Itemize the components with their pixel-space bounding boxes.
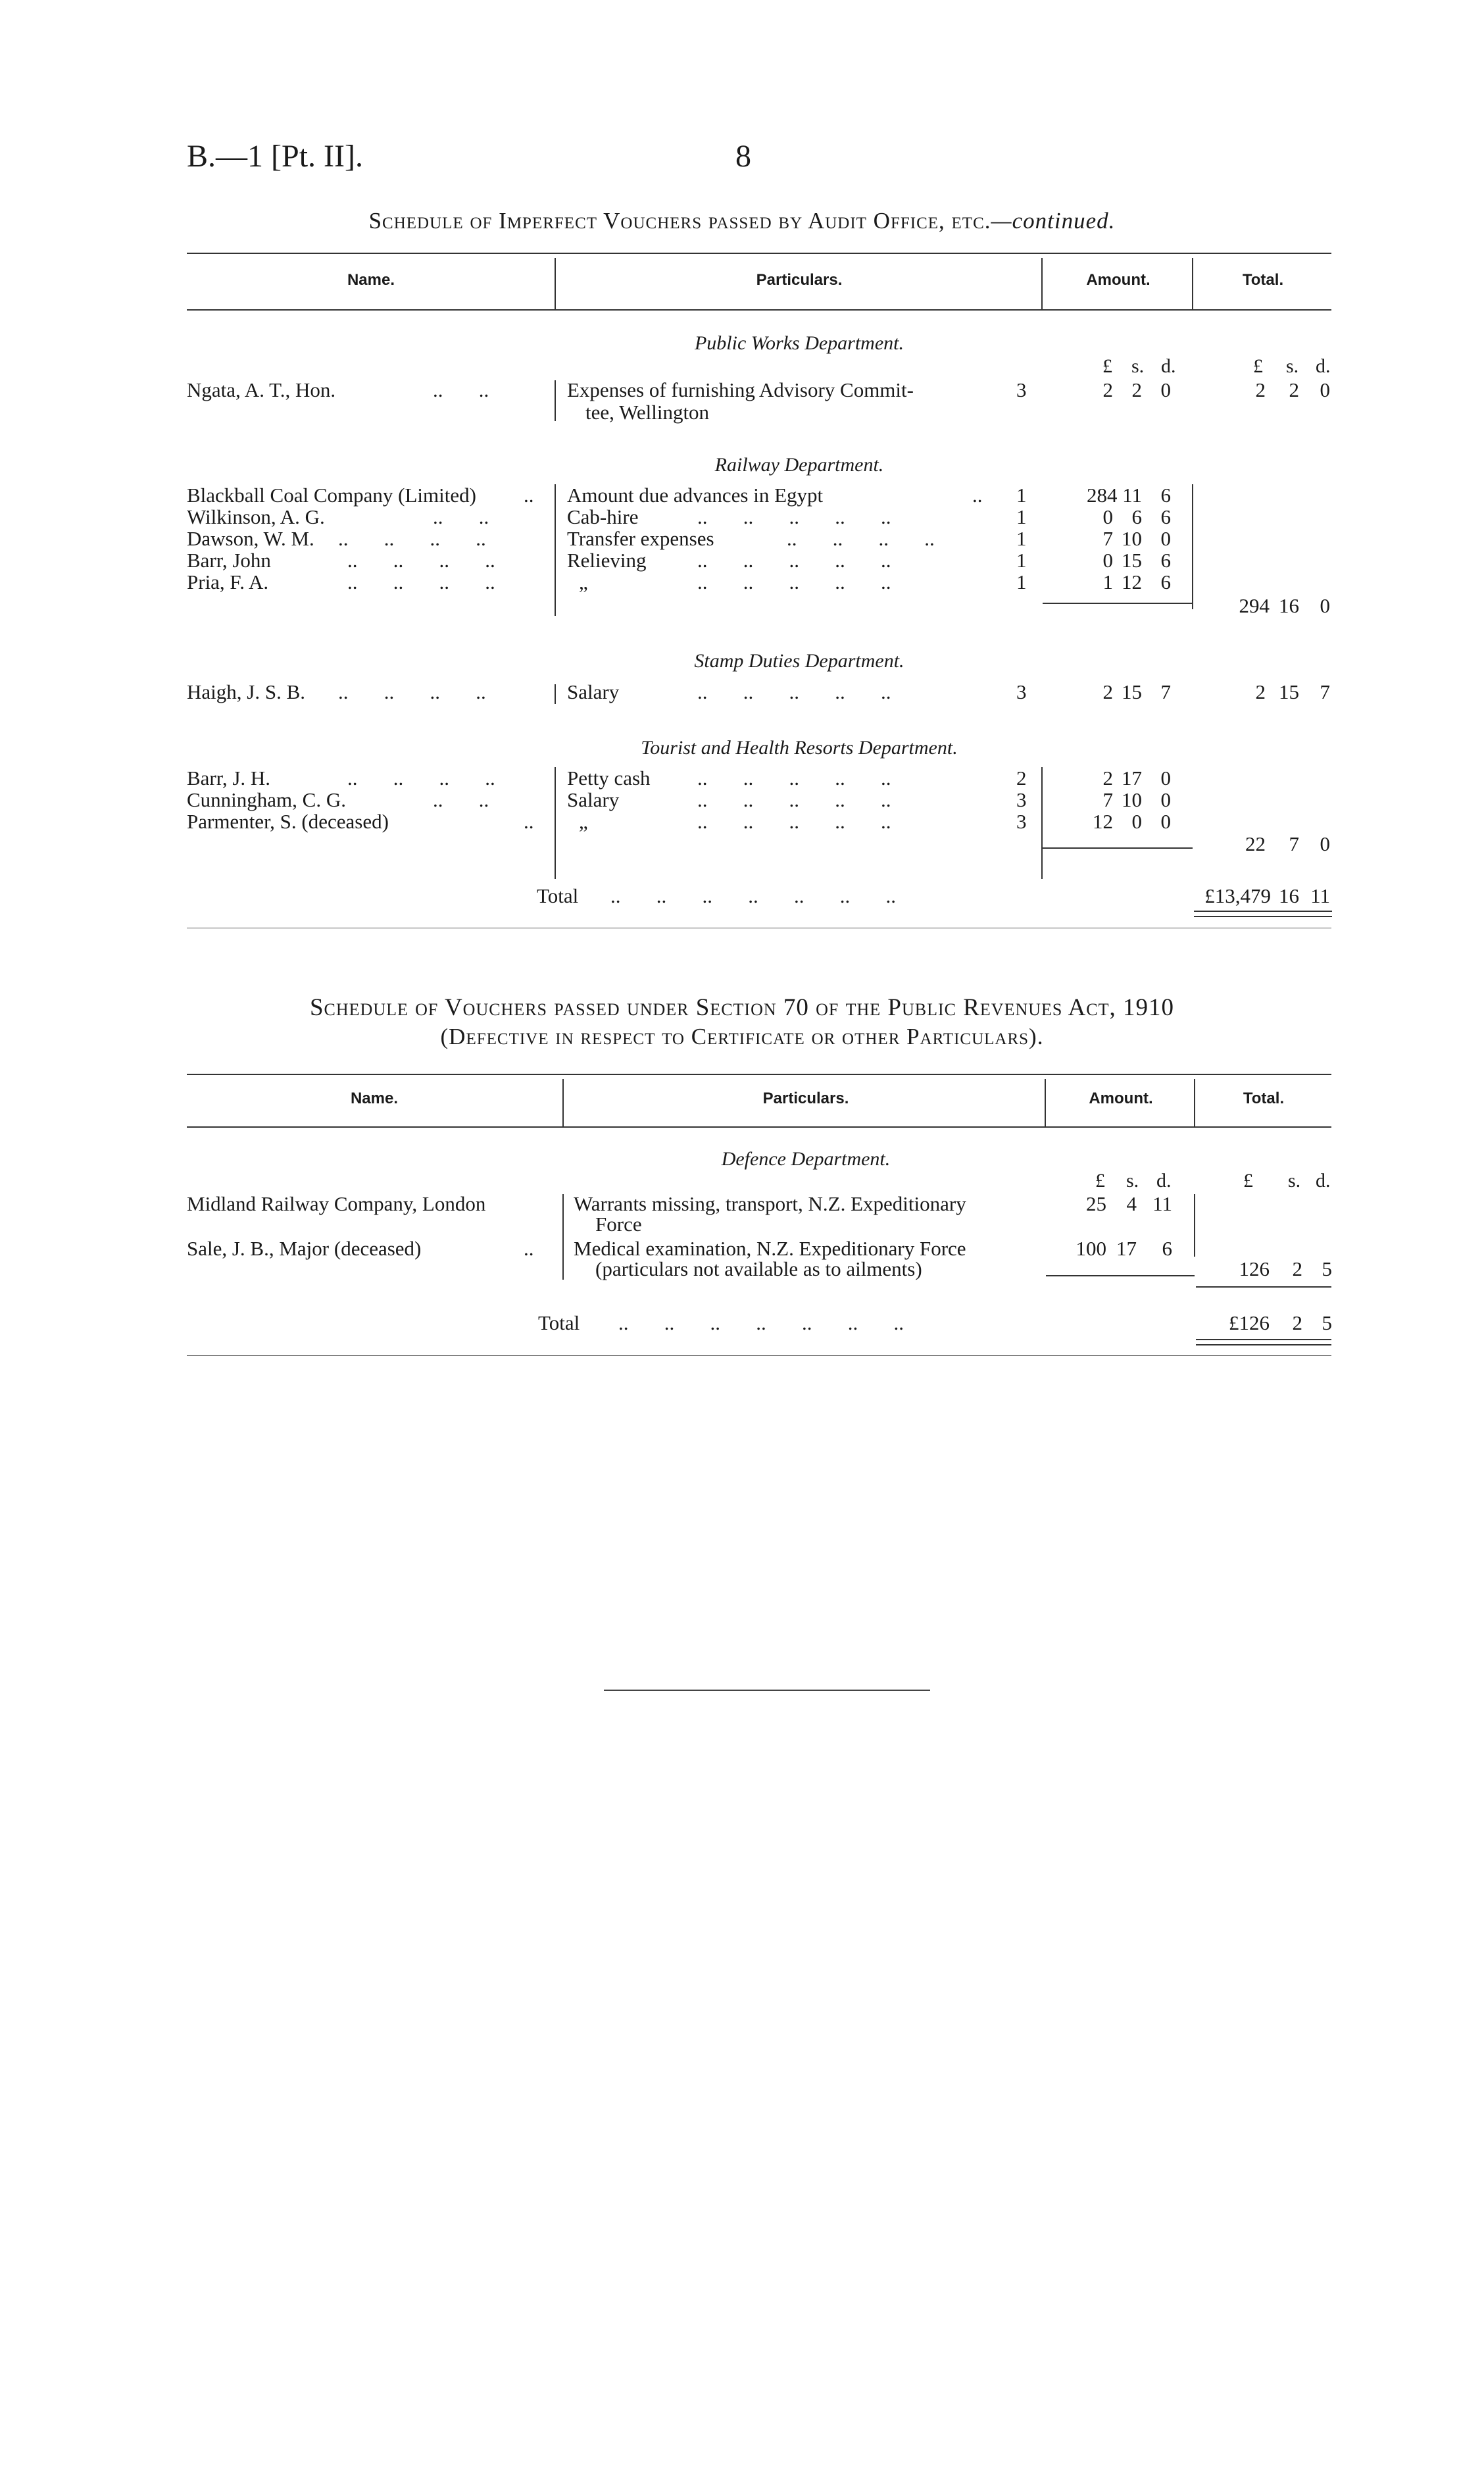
row-vouchers: 3 — [1016, 378, 1027, 401]
row-name: Cunningham, C. G. — [187, 788, 346, 811]
total-currency-l: £ — [1253, 355, 1263, 377]
total-l: 294 — [1239, 594, 1270, 617]
row-name: Dawson, W. M. — [187, 527, 314, 550]
total-d: 7 — [1320, 680, 1330, 703]
schedule1-title: Schedule of Imperfect Vouchers passed by Audit Office, etc.—continued. — [368, 208, 1116, 234]
grand-total-l: £13,479 — [1204, 884, 1271, 907]
row-particulars: „ — [579, 810, 588, 833]
railway-subtotal-rule — [1043, 603, 1193, 604]
grand-total-s: 2 — [1292, 1311, 1302, 1334]
row-particulars: Cab-hire — [567, 505, 639, 528]
amt-s: 2 — [1131, 378, 1142, 401]
total-s: 2 — [1292, 1257, 1302, 1280]
row-name: Pria, F. A. — [187, 570, 269, 593]
total-d: 5 — [1322, 1257, 1332, 1280]
schedule2-subtitle: (Defective in respect to Certificate or other Particulars). — [440, 1024, 1044, 1049]
row-particulars: Amount due advances in Egypt — [567, 484, 824, 507]
total-currency-l: £ — [1243, 1170, 1253, 1192]
closing-rule — [604, 1690, 930, 1691]
page-number: 8 — [735, 139, 751, 174]
dept-tourist: Tourist and Health Resorts Department. — [641, 737, 958, 759]
row-name: Midland Railway Company, London — [187, 1192, 486, 1215]
row-particulars: Expenses of furnishing Advisory Commit- — [567, 378, 914, 401]
row-particulars: Salary — [567, 680, 620, 703]
dept-stamp-duties: Stamp Duties Department. — [694, 650, 904, 672]
total-s: 7 — [1289, 832, 1299, 855]
dept-defence: Defence Department. — [721, 1148, 891, 1170]
row-name: Parmenter, S. (deceased) — [187, 810, 389, 833]
row-name: Ngata, A. T., Hon. — [187, 378, 336, 401]
row-particulars: Relieving — [567, 549, 647, 572]
grand-total-label: Total — [538, 1311, 580, 1334]
schedule1-header-top-rule — [187, 253, 1331, 254]
grand-total-d: 5 — [1322, 1311, 1332, 1334]
row-particulars: Warrants missing, transport, N.Z. Expeditionary — [574, 1192, 966, 1215]
grand-total-l: £126 — [1229, 1311, 1270, 1334]
amount-currency-l: £ — [1095, 1170, 1105, 1192]
amt-d: 0 — [1160, 378, 1171, 401]
row-name: Barr, J. H. — [187, 766, 271, 790]
document-series: B.—1 [Pt. II]. — [187, 139, 363, 174]
total-d: 0 — [1320, 378, 1330, 401]
col-total-header: Total. — [1242, 271, 1284, 289]
total-d: 0 — [1320, 832, 1330, 855]
schedule2-header-bottom-rule — [187, 1126, 1331, 1128]
dept-railway: Railway Department. — [714, 454, 884, 476]
col-total-header: Total. — [1243, 1090, 1285, 1107]
total-d: 0 — [1320, 594, 1330, 617]
col-name-header: Name. — [350, 1090, 399, 1107]
row-particulars: „ — [579, 570, 588, 593]
schedule1-header-bottom-rule — [187, 309, 1331, 311]
grand-total-s: 16 — [1279, 884, 1299, 907]
schedule2-header-top-rule — [187, 1074, 1331, 1075]
schedule2-title: Schedule of Vouchers passed under Section 70 of the Public Revenues Act, 1910 — [309, 994, 1175, 1021]
total-s: 2 — [1289, 378, 1299, 401]
row-particulars-cont: Force — [595, 1213, 642, 1236]
col-particulars-header: Particulars. — [756, 271, 843, 289]
row-particulars: Medical examination, N.Z. Expeditionary Force — [574, 1237, 966, 1260]
amount-currency-l: £ — [1102, 355, 1112, 377]
row-particulars-cont: (particulars not available as to ailments) — [595, 1257, 922, 1280]
row-name: Blackball Coal Company (Limited) — [187, 484, 476, 507]
row-name: Haigh, J. S. B. — [187, 680, 305, 703]
row-name: Wilkinson, A. G. — [187, 505, 325, 528]
grand-total-d: 11 — [1310, 884, 1330, 907]
col-particulars-header: Particulars. — [762, 1090, 849, 1107]
total-l: 126 — [1239, 1257, 1270, 1280]
row-particulars: Petty cash — [567, 766, 651, 790]
total-s: 16 — [1279, 594, 1299, 617]
dept-public-works: Public Works Department. — [694, 332, 904, 354]
total-l: 22 — [1245, 832, 1266, 855]
row-particulars: Salary — [567, 788, 620, 811]
amt-l: 2 — [1102, 378, 1113, 401]
col-name-header: Name. — [347, 271, 395, 289]
total-l: 2 — [1255, 680, 1266, 703]
grand-total-label: Total — [537, 884, 579, 907]
total-s: 15 — [1279, 680, 1299, 703]
col-amount-header: Amount. — [1089, 1090, 1153, 1107]
row-particulars: Transfer expenses — [567, 527, 714, 550]
row-name: Barr, John — [187, 549, 271, 572]
row-name: Sale, J. B., Major (deceased) — [187, 1237, 422, 1260]
total-l: 2 — [1255, 378, 1266, 401]
col-amount-header: Amount. — [1086, 271, 1150, 289]
row-particulars-cont: tee, Wellington — [585, 401, 710, 424]
tourist-subtotal-rule — [1043, 847, 1193, 849]
